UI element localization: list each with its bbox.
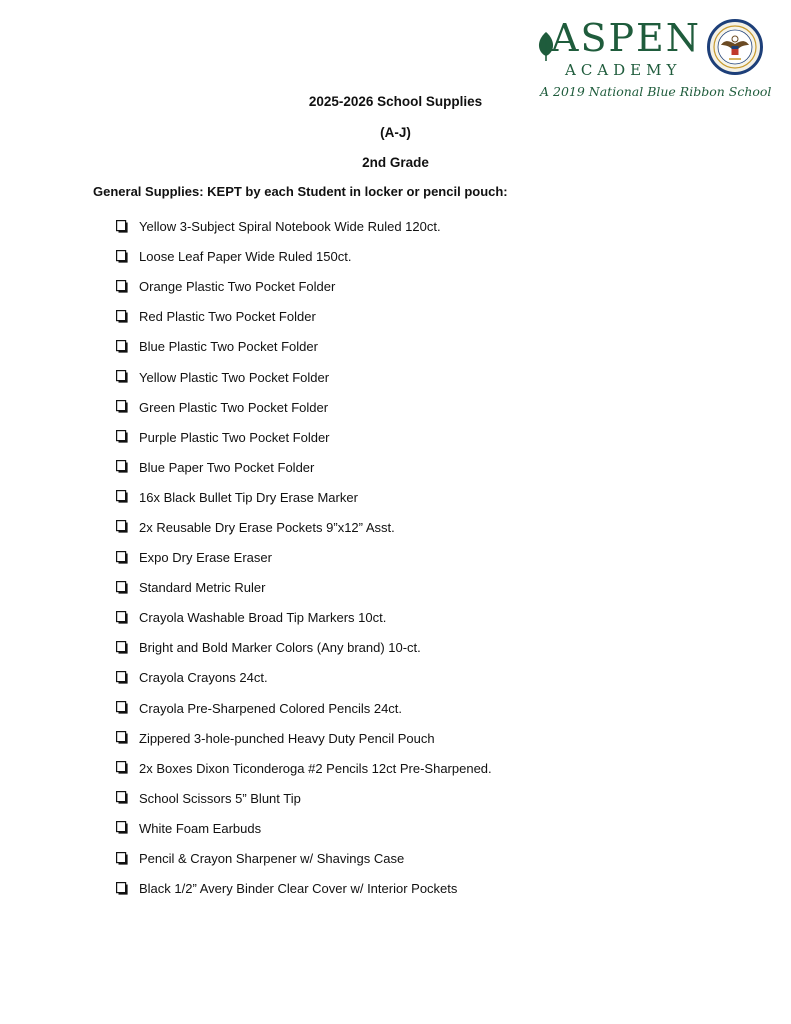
checklist-item xyxy=(116,603,492,633)
checklist-item-label: Purple Plastic Two Pocket Folder xyxy=(139,429,330,445)
checklist-item-label: 2x Reusable Dry Erase Pockets 9”x12” Asst. xyxy=(139,519,395,535)
checkbox-icon[interactable] xyxy=(116,400,128,415)
checkbox-icon[interactable] xyxy=(116,220,128,235)
checklist-item-label: Pencil & Crayon Sharpener w/ Shavings Case xyxy=(139,851,405,867)
checkbox-icon[interactable] xyxy=(116,280,128,295)
checkbox-icon[interactable] xyxy=(116,701,128,716)
section-title: General Supplies: KEPT by each Student in locker or pencil pouch: xyxy=(93,184,508,199)
checkbox-icon[interactable] xyxy=(116,852,128,867)
checklist-item xyxy=(116,332,492,362)
checklist-item-label: Orange Plastic Two Pocket Folder xyxy=(139,279,336,295)
checklist-item-label: Blue Plastic Two Pocket Folder xyxy=(139,339,318,355)
checklist-item-label: Yellow 3-Subject Spiral Notebook Wide Ruled 120ct. xyxy=(139,219,441,235)
checkbox-icon[interactable] xyxy=(116,641,128,656)
checkbox-icon[interactable] xyxy=(116,882,128,897)
checkbox-icon[interactable] xyxy=(116,520,128,535)
checklist-item-label: Loose Leaf Paper Wide Ruled 150ct. xyxy=(139,249,352,265)
logo-subtitle: ACADEMY xyxy=(565,61,682,79)
checkbox-icon[interactable] xyxy=(116,370,128,385)
checklist-item-label: White Foam Earbuds xyxy=(139,820,262,836)
checklist-item xyxy=(116,844,492,874)
checkbox-icon[interactable] xyxy=(116,581,128,596)
checklist-item-label: Bright and Bold Marker Colors (Any brand) 10-ct. xyxy=(139,640,421,656)
checklist-item-label: Blue Paper Two Pocket Folder xyxy=(139,459,315,475)
checklist-item xyxy=(116,362,492,392)
checklist-item xyxy=(116,212,492,242)
checklist-item xyxy=(116,302,492,332)
checklist-item xyxy=(116,663,492,693)
checkbox-icon[interactable] xyxy=(116,821,128,836)
checklist-item-label: Black 1/2” Avery Binder Clear Cover w/ Interior Pockets xyxy=(139,881,458,897)
checklist-item-label: 16x Black Bullet Tip Dry Erase Marker xyxy=(139,489,358,505)
checklist-item xyxy=(116,573,492,603)
checkbox-icon[interactable] xyxy=(116,340,128,355)
checkbox-icon[interactable] xyxy=(116,490,128,505)
checklist-item xyxy=(116,633,492,663)
checklist-item xyxy=(116,423,492,453)
checkbox-icon[interactable] xyxy=(116,250,128,265)
checklist-item xyxy=(116,543,492,573)
logo-name: ASPEN xyxy=(551,16,702,60)
grade-heading: 2nd Grade xyxy=(362,155,429,170)
checklist-item xyxy=(116,453,492,483)
checklist-item-label: Green Plastic Two Pocket Folder xyxy=(139,399,329,415)
logo-tagline: A 2019 National Blue Ribbon School xyxy=(540,84,772,99)
checklist-item-label: Red Plastic Two Pocket Folder xyxy=(139,309,316,325)
checklist-item xyxy=(116,814,492,844)
checklist-item-label: School Scissors 5” Blunt Tip xyxy=(139,790,301,806)
checklist-item xyxy=(116,874,492,904)
checkbox-icon[interactable] xyxy=(116,460,128,475)
alphabet-range: (A-J) xyxy=(380,125,411,140)
checkbox-icon[interactable] xyxy=(116,791,128,806)
checklist-item-label: Crayola Washable Broad Tip Markers 10ct. xyxy=(139,610,387,626)
document-title: 2025-2026 School Supplies xyxy=(308,94,483,109)
checklist-item-label: 2x Boxes Dixon Ticonderoga #2 Pencils 12ct Pre-Sharpened. xyxy=(139,760,492,776)
checkbox-icon[interactable] xyxy=(116,731,128,746)
checklist-item xyxy=(116,784,492,814)
checklist-item xyxy=(116,393,492,423)
checklist-item-label: Crayola Crayons 24ct. xyxy=(139,670,268,686)
checklist-item xyxy=(116,754,492,784)
checkbox-icon[interactable] xyxy=(116,310,128,325)
checkbox-icon[interactable] xyxy=(116,611,128,626)
checkbox-icon[interactable] xyxy=(116,671,128,686)
checklist-item xyxy=(116,694,492,724)
checklist-item-label: Expo Dry Erase Eraser xyxy=(139,550,272,566)
checklist-item xyxy=(116,242,492,272)
checklist-item-label: Standard Metric Ruler xyxy=(139,580,266,596)
checklist-item-label: Yellow Plastic Two Pocket Folder xyxy=(139,369,330,385)
checkbox-icon[interactable] xyxy=(116,551,128,566)
eagle-seal-icon xyxy=(707,19,763,75)
checkbox-icon[interactable] xyxy=(116,761,128,776)
checklist-item xyxy=(116,513,492,543)
checklist-item-label: Zippered 3-hole-punched Heavy Duty Pencil Pouch xyxy=(139,730,435,746)
checkbox-icon[interactable] xyxy=(116,430,128,445)
checklist-item xyxy=(116,724,492,754)
checklist-item xyxy=(116,272,492,302)
checklist-item-label: Crayola Pre-Sharpened Colored Pencils 24ct. xyxy=(139,700,403,716)
checklist-item xyxy=(116,483,492,513)
supplies-checklist xyxy=(116,212,492,904)
